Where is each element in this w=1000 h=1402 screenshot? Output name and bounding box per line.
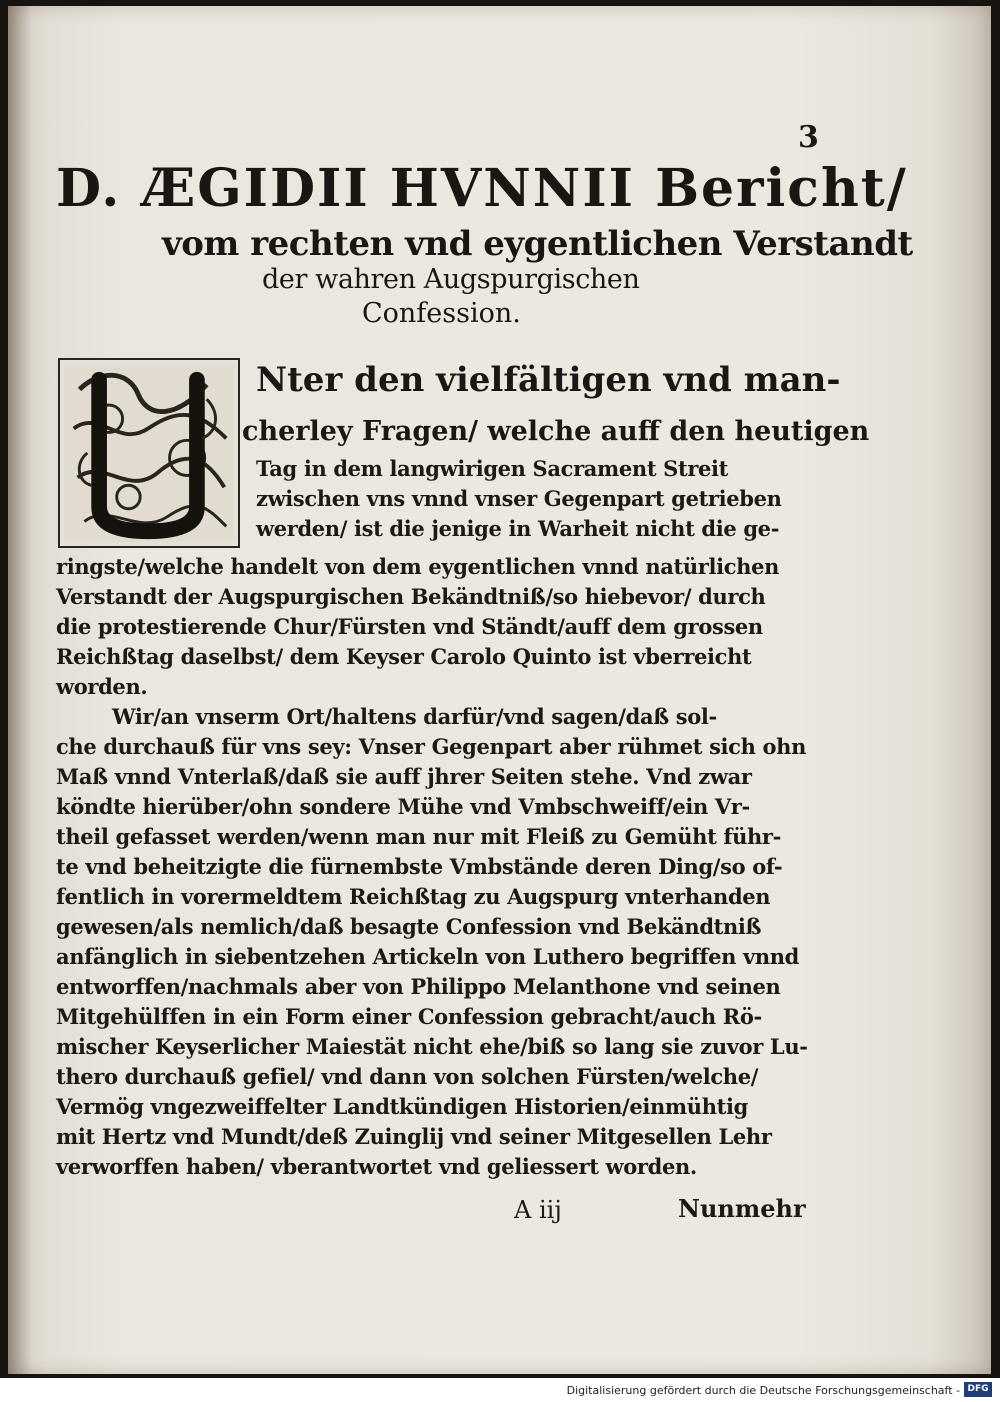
- text-line: te vnd beheitzigte die fürnembste Vmbstände deren Ding/so of-: [56, 854, 783, 879]
- text-line: Mitgehülffen in ein Form einer Confession gebracht/auch Rö-: [56, 1004, 762, 1029]
- text-line: ringste/welche handelt von dem eygentlichen vnnd natürlichen: [56, 554, 780, 579]
- text-line: mit Hertz vnd Mundt/deß Zuinglij vnd seiner Mitgesellen Lehr: [56, 1124, 772, 1149]
- text-line: Wir/an vnserm Ort/haltens darfür/vnd sagen/daß sol-: [112, 704, 717, 729]
- digitization-credit: Digitalisierung gefördert durch die Deutsche Forschungsgemeinschaft -: [566, 1384, 960, 1397]
- text-line: che durchauß für vns sey: Vnser Gegenpart aber rühmet sich ohn: [56, 734, 806, 759]
- text-line: mischer Keyserlicher Maiestät nicht ehe/biß so lang sie zuvor Lu-: [56, 1034, 808, 1059]
- text-line: Maß vnnd Vnterlaß/daß sie auff jhrer Seiten stehe. Vnd zwar: [56, 764, 752, 789]
- title-line-4: Confession.: [362, 298, 521, 329]
- title-line-1: D. ÆGIDII HVNNII Bericht/: [56, 158, 908, 219]
- text-line: die protestierende Chur/Fürsten vnd Ständt/auff dem grossen: [56, 614, 763, 639]
- lead-line-2: cherley Fragen/ welche auff den heutigen: [242, 416, 870, 447]
- ornament-initial-image: [60, 360, 238, 546]
- text-line: Tag in dem langwirigen Sacrament Streit: [256, 456, 729, 481]
- text-line: anfänglich in siebentzehen Artickeln von Luthero begriffen vnnd: [56, 944, 799, 969]
- text-line: Vermög vngezweiffelter Landtkündigen Historien/einmühtig: [56, 1094, 748, 1119]
- lead-line-1: Nter den vielfältigen vnd man-: [256, 360, 841, 400]
- decorated-initial-u: [58, 358, 240, 548]
- page-number: 3: [798, 120, 819, 155]
- text-line: Reichßtag daselbst/ dem Keyser Carolo Quinto ist vberreicht: [56, 644, 752, 669]
- text-line: zwischen vns vnnd vnser Gegenpart getrieben: [256, 486, 782, 511]
- text-line: entworffen/nachmals aber von Philippo Melanthone vnd seinen: [56, 974, 781, 999]
- text-line: fentlich in vorermeldtem Reichßtag zu Augspurg vnterhanden: [56, 884, 771, 909]
- title-line-2: vom rechten vnd eygentlichen Verstandt: [162, 224, 913, 264]
- text-line: Verstandt der Augspurgischen Bekändtniß/so hiebevor/ durch: [56, 584, 766, 609]
- text-line: werden/ ist die jenige in Warheit nicht die ge-: [256, 516, 780, 541]
- text-line: köndte hierüber/ohn sondere Mühe vnd Vmbschweiff/ein Vr-: [56, 794, 750, 819]
- text-line: theil gefasset werden/wenn man nur mit Fleiß zu Gemüht führ-: [56, 824, 782, 849]
- signature-mark: A iij: [514, 1196, 562, 1224]
- text-line: thero durchauß gefiel/ vnd dann von solchen Fürsten/welche/: [56, 1064, 759, 1089]
- text-line: gewesen/als nemlich/daß besagte Confession vnd Bekändtniß: [56, 914, 762, 939]
- catchword: Nunmehr: [678, 1194, 806, 1223]
- title-line-3: der wahren Augspurgischen: [262, 264, 640, 295]
- text-line: verworffen haben/ vberantwortet vnd geliessert worden.: [56, 1154, 697, 1179]
- page-gutter-shadow: [8, 6, 32, 1374]
- dfg-logo: DFG: [964, 1382, 992, 1397]
- text-line: worden.: [56, 674, 148, 699]
